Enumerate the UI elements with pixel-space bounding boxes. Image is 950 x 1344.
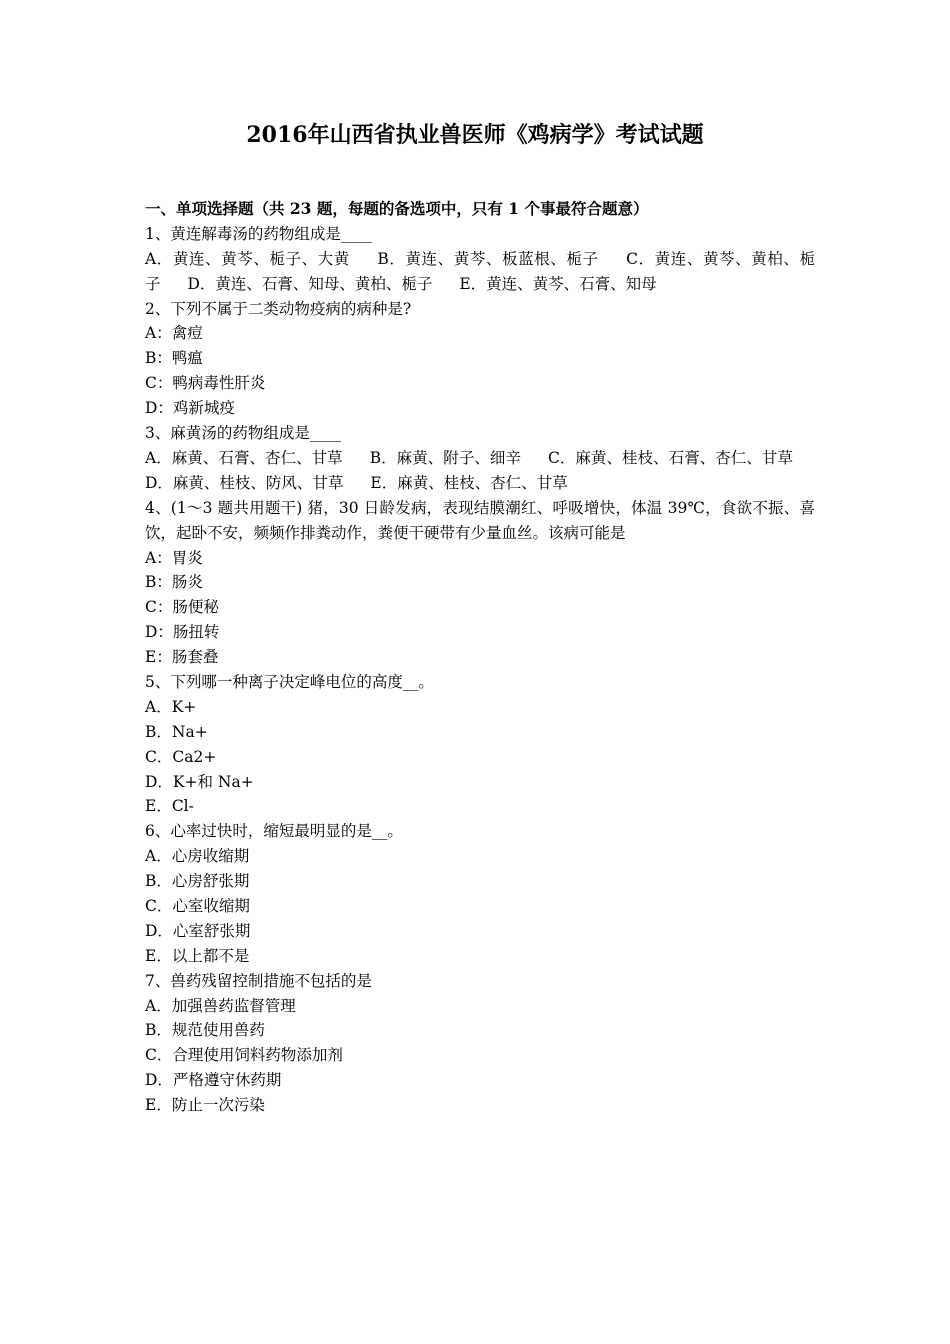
question-2-option-c: C：鸭病毒性肝炎 [145,374,266,393]
question-7-stem: 7、兽药残留控制措施不包括的是 [145,971,372,990]
section-heading: 一、单项选择题（共 23 题，每题的备选项中，只有 1 个事最符合题意） [145,199,649,218]
question-1-option-e: E．黄连、黄芩、石膏、知母 [459,274,657,293]
question-3-option-e: E．麻黄、桂枝、杏仁、甘草 [370,473,568,492]
question-5-option-e: E．Cl- [145,797,194,816]
question-6-option-d: D．心室舒张期 [145,921,251,940]
question-1-option-a: A．黄连、黄芩、栀子、大黄 [145,249,350,268]
question-3-option-c: C．麻黄、桂枝、石膏、杏仁、甘草 [547,448,793,467]
question-5-option-d: D．K+和 Na+ [145,772,254,791]
question-5-option-b: B．Na+ [145,722,208,741]
question-1-option-b: B．黄连、黄芩、板蓝根、栀子 [377,249,599,268]
question-1-option-d: D．黄连、石膏、知母、黄柏、栀子 [187,274,433,293]
question-2-option-d: D：鸡新城疫 [145,399,235,418]
question-7-option-e: E．防止一次污染 [145,1096,265,1115]
question-7-option-c: C．合理使用饲料药物添加剂 [145,1046,343,1065]
question-6-stem: 6、心率过快时，缩短最明显的是__。 [145,822,403,841]
question-4-option-d: D：肠扭转 [145,623,220,642]
question-4-option-c: C：肠便秘 [145,598,219,617]
question-6-option-c: C．心室收缩期 [145,897,250,916]
question-4-option-b: B：肠炎 [145,573,203,592]
question-2-option-b: B：鸭瘟 [145,349,203,368]
question-5-option-a: A．K+ [145,697,197,716]
question-4-option-e: E：肠套叠 [145,648,219,667]
question-5-stem: 5、下列哪一种离子决定峰电位的高度__。 [145,673,434,692]
question-2-stem: 2、下列不属于二类动物疫病的病种是? [145,299,412,318]
question-1-stem: 1、黄连解毒汤的药物组成是____ [145,224,372,243]
question-6-option-a: A．心房收缩期 [145,847,250,866]
question-7-option-b: B．规范使用兽药 [145,1021,265,1040]
question-6-option-b: B．心房舒张期 [145,872,250,891]
question-4-option-a: A：胃炎 [145,548,203,567]
question-5-option-c: C．Ca2+ [145,747,217,766]
question-7-option-d: D．严格遵守休药期 [145,1071,282,1090]
question-4-stem: 4、(1～3 题共用题干) 猪，30 日龄发病，表现结膜潮红、呼吸增快，体温 39℃，食欲不振、喜饮，起卧不安，频频作排粪动作，粪便干硬带有少量血丝。该病可能是 [145,498,815,542]
document-body [145,197,815,1118]
question-3-option-a: A．麻黄、石膏、杏仁、甘草 [145,448,343,467]
question-6-option-e: E．以上都不是 [145,946,250,965]
question-2-option-a: A：禽痘 [145,324,203,343]
question-3-option-d: D．麻黄、桂枝、防风、甘草 [145,473,344,492]
question-3-stem: 3、麻黄汤的药物组成是____ [145,424,341,443]
question-3-option-b: B．麻黄、附子、细辛 [369,448,522,467]
question-1-option-c: C．黄连、黄芩、黄柏、栀子 [145,249,815,293]
question-3-options [145,446,815,496]
question-7-option-a: A．加强兽药监督管理 [145,996,296,1015]
document-title: 2016年山西省执业兽医师《鸡病学》考试试题 [246,122,704,148]
question-1-options [145,247,815,297]
